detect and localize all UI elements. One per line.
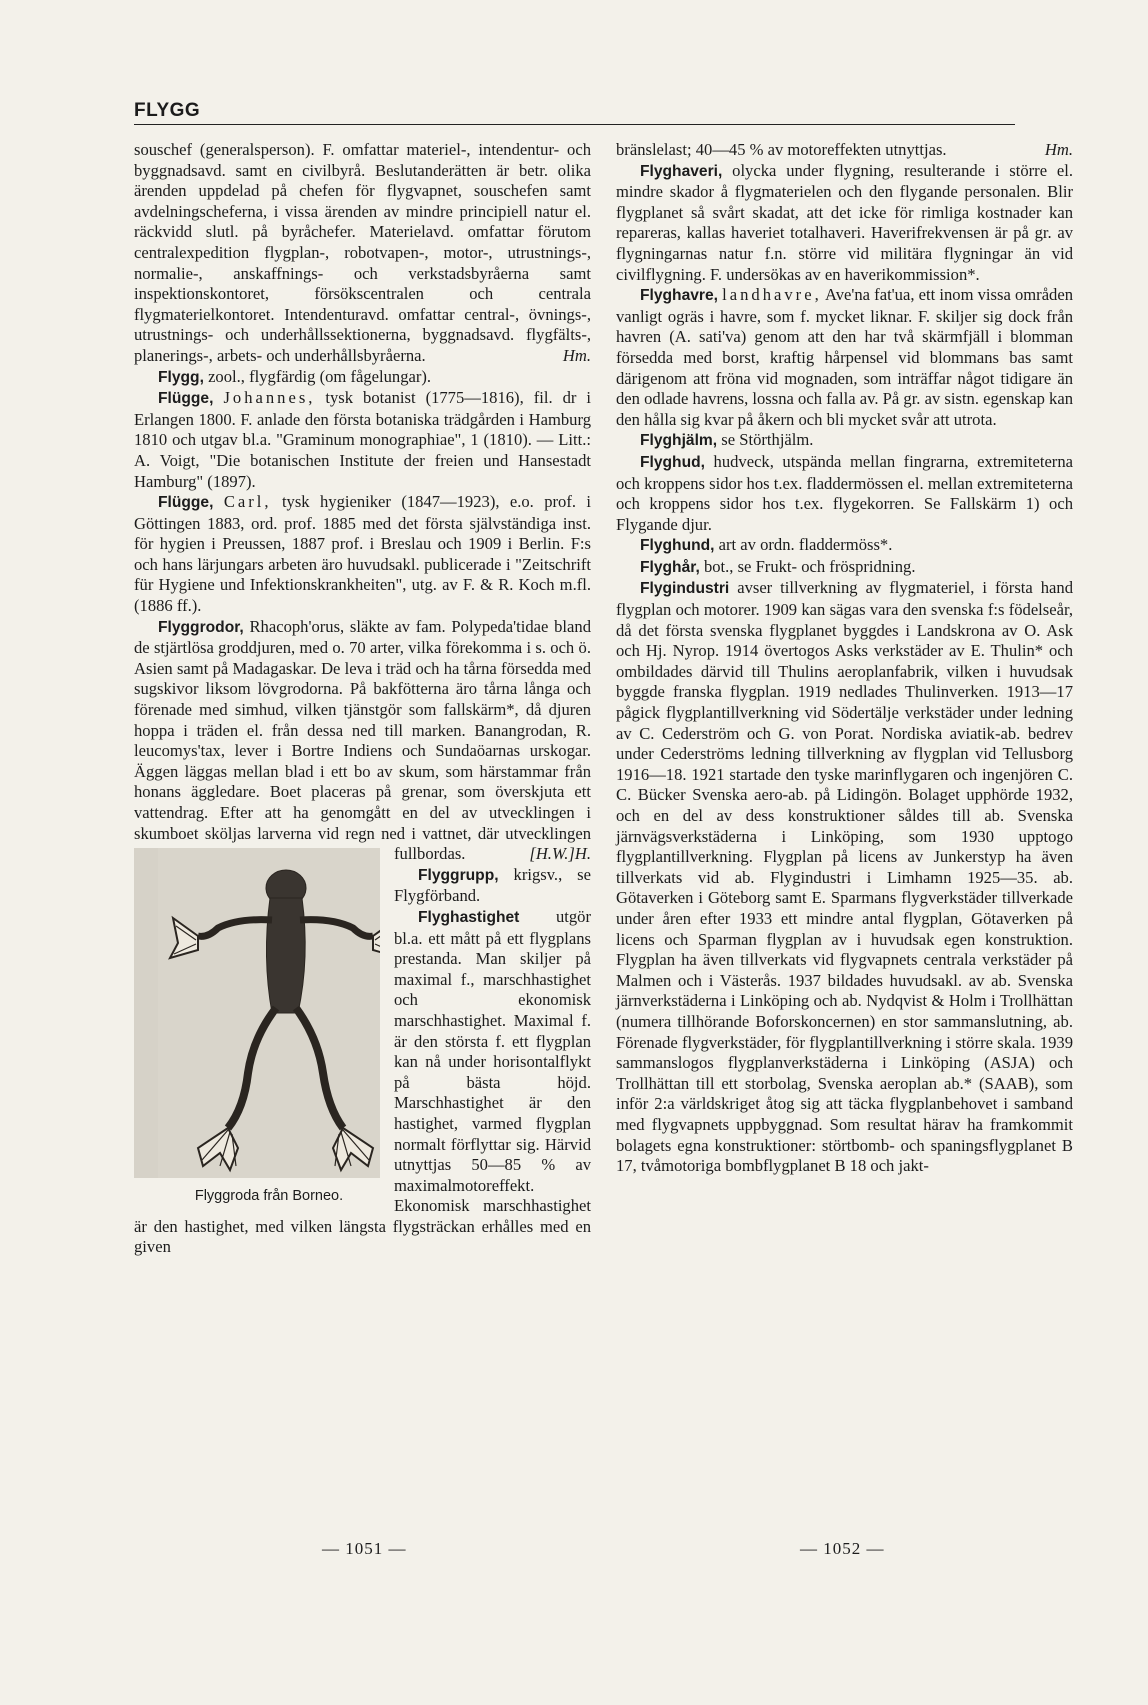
entry-flyggrodor: Flyggrodor, Rhacoph'orus, släkte av fam. Polypeda'tidae bland de stjärtlösa groddjuren, med o. 70 arter, vilka förekomma i s. och ö. Asien samt på Madagaskar. De leva i träd och ha tårna försedda med sugskivor liksom lövgrodorna. På bakfötterna äro tårna långa och förenade med simhud, vilken tjänstgör som fallskärm*, då djuren hoppa i träden el. från dessa ned till marken. Banangrodan, R. leucomys'tax, lever i Bortre Indiens och Sundaöarnas urskogar. Äggen läggas mellan blad i ett bo av skum, som härstammar från honans äggledare. Boet placeras på grenar, som överskjuta ett vattendrag. Efter att ha genomgått en del av utvecklingen i skumboet sköljas larverna vid regn ned i vattnet, där utvecklingen fullbordas. Flyggroda från Borneo. [H.W.]H. (134, 617, 591, 865)
entry-flyghavre: Flyghavre, landhavre, Ave'na fat'ua, ett inom vissa områden vanligt ogräs i havre, som f. mycket liknar. F. skiljer sig dock från havren (A. sati'va) genom att den har två skärmfjäll i blomman försedda med borst, kraftig hårpensel vid blommans bas samt därigenom att fröna vid mognaden, som inträffar något tidigare än den odlade havrens, lossna och falla av. På gr. av sistn. egenskap kan den hålla sig kvar på åkern och bli mycket svår att utrota. (616, 285, 1074, 429)
entry-flygg: Flygg, zool., flygfärdig (om fågelungar). (158, 366, 432, 386)
entry-flugge-johannes: Flügge, Johannes, tysk botanist (1775—1816), fil. dr i Erlangen 1800. F. anlade den första botaniska trädgården i Hamburg 1810 och utgav bl.a. "Graminum monographiae", 1 (1810). — Litt.: A. Voigt, "Die botanischen Institute der freien und Hansestadt Hamburg" (1897). (134, 388, 591, 491)
header-rule (134, 124, 1015, 125)
figure-caption: Flyggroda från Borneo. (194, 1188, 344, 1205)
page-number-right: — 1052 — (800, 1539, 885, 1558)
entry-souschef: souschef (generalsperson). F. omfattar materiel-, intendentur- och byggnadsavd. samt en civilbyrå. Beslutanderätten är betr. olika ärenden uppdelad på chefen för flygvapnet, souschefen samt avdelningscheferna, i vissa ärenden av mindre principiell natur el. räckvidd slutl. på byråchefer. Materielavd. omfattar förutom centralexpedition flygplan-, robotvapen-, motor-, utrustnings-, normalie-, anskaffnings- och verkstadsbyråerna samt inspektionskontoret, försökscentralen och centrala flygmaterielkontoret. Intendenturavd. omfattar central-, övnings-, utrustnings- och underhållssektionerna, byggnadsavd. flygfälts-, planerings-, arbets- och underhållsbyråerna. Hm. (134, 140, 591, 365)
frog-photo (134, 848, 380, 1178)
page-number-left: — 1051 — (322, 1539, 407, 1558)
entry-flyggrupp: Flyggrupp, krigsv., se Flygförband. (394, 864, 591, 906)
frog-illustration (158, 848, 380, 1178)
entry-flugge-carl: Flügge, Carl, tysk hygieniker (1847—1923), e.o. prof. i Göttingen 1883, ord. prof. 1885 med det första självständiga inst. för hygien i Preussen, 1887 prof. i Breslau och 1909 i Berlin. F:s och hans lärjungars arbeten äro huvudsakl. publicerade i "Zeitschrift für Hygiene und Infektionskrankheiten", utg. av F. & R. Koch m.fl. (1886 ff.). (134, 492, 592, 616)
entry-flyghaveri: Flyghaveri, olycka under flygning, resulterande i större el. mindre skador å flygmaterielen och den flygande personalen. Blir flygplanet så svårt skadat, att det icke för rimliga kostnader kan repareras, kallas haveriet totalhaveri. Haverifrekvensen är på gr. av flygningarnas natur f.n. större vid militära flygningar än vid civilflygning. F. undersökas av en haverikommission*. (616, 160, 1073, 284)
entry-bransle: bränslelast; 40—45 % av motoreffekten utnyttjas. Hm. (616, 140, 1073, 159)
entry-flyghund: Flyghund, art av ordn. fladdermöss*. (640, 535, 893, 555)
running-head: FLYGG (134, 100, 201, 121)
entry-flyghastighet: Flyghastighet utgör bl.a. ett mått på ett flygplans prestanda. Man skiljer på maximal f., marschhastighet och ekonomisk marschhastighet. Maximal f. är den största f. ett flygplan kan nå under horisontalflykt på bästa höjd. Marschhastighet är den hastighet, varmed flygplan normalt förflyttar sig. Härvid utnyttjas 50—85 % av maximalmotoreffekt. Ekonomisk marschhastighet är den hastighet, med vilken längsta flygsträckan erhålles med en given (134, 906, 591, 1257)
entry-flygindustri: Flygindustri avser tillverkning av flygmateriel, i första hand flygplan och motorer. 1909 kan sägas vara den svenska f:s födelseår, då det första svenska flygplanet byggdes i Landskrona av O. Ask och Hj. Nyrop. 1914 övertogos Asks verkstäder av E. Thulin* och ombildades därvid till Thulins aeroplanfabrik, vilken i huvudsak byggde franska flygplan. 1919 nedlades Thulinverken. 1913—17 pågick flygplantillverkning vid Södertälje verkstäder under ledning av C. Cederström och G. von Porat. Nordiska aviatik-ab. bedrev under Cederströms ledning tillverkning av flygplan vid Tellusborg 1916—18. 1921 startade den tyske marinflygaren och ingenjören C. C. Bücker Svenska aero-ab. på Lidingön. Bolaget upphörde 1932, och en del av dess konstruktioner såldes till ab. Svenska järnvägsverkstäderna i Linköping, som 1930 upptogo flygplantillverkning. Flygplan på licens av Junkerstyp ha även tillverkats vid ab. Flygindustri i Limhamn 1925—35. ab. Götaverken i Göteborg samt E. Sparmans flygverkstäder tillverkade under åren efter 1933 ett mindre antal flygplan, Götaverken på licens och Sparman flygplan av i huvudsak egen konstruktion. Flygplan ha även tillverkats vid flygvapnets centrala verkstäder på Malmen och i Västerås. 1937 bildades huvudsakl. av ab. Svenska järnverkstäderna i Linköping och ab. Nydqvist & Holm i Trollhättan (numera tillhörande Boforskoncernen) en stor sammanslutning, ab. Förenade flygverkstäder, för flygplantillverkning i större skala. 1939 sammanslogos flygplanverkstäderna i Linköping (ASJA) och Trollhättan till ett storbolag, Svenska aeroplan ab.* (SAAB), som inför 2:a världskriget åtog sig att täcka flygplanbehovet i samband med flygvapnets uppbyggnad. Som resultat härav ha framkommit bolagets egna konstruktioner: störtbomb- och spaningsflygplanet B 17, tvåmotoriga bombflygplanet B 18 och jakt- (616, 578, 1073, 1176)
left-column (134, 140, 591, 1258)
entry-flyghar: Flyghår, bot., se Frukt- och fröspridning. (640, 556, 916, 576)
entry-flyghjalm: Flyghjälm, se Störthjälm. (640, 430, 814, 450)
entry-flyghud: Flyghud, hudveck, utspända mellan fingrarna, extremiteterna och kroppens sidor hos t.ex. fladdermössen el. mellan extremiteterna och kroppens sidor hos t.ex. flygekorren. Se Fallskärm 1) och Flygande djur. (616, 451, 1073, 534)
right-column (616, 140, 1073, 1177)
frog-figure (134, 848, 380, 1207)
